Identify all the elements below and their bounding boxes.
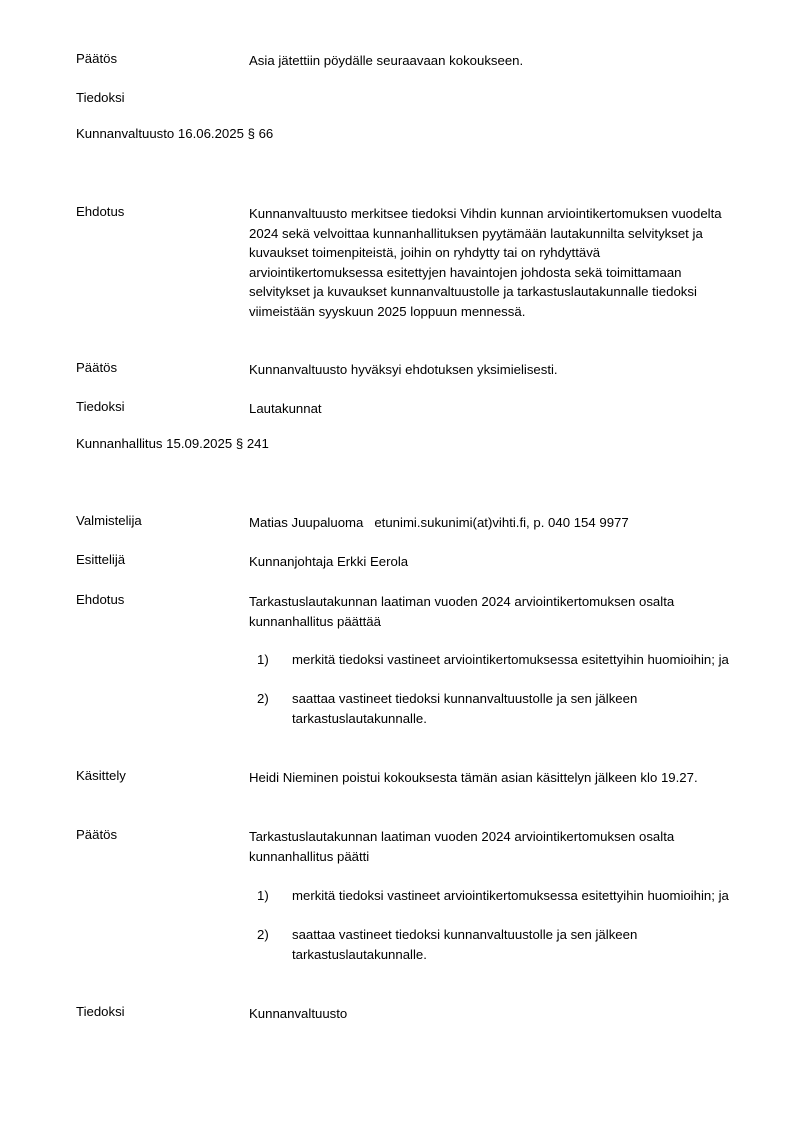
- field-label: Valmistelija: [76, 513, 142, 528]
- list-text: merkitä tiedoksi vastineet arviointikertomuksessa esitettyihin huomioihin; ja: [292, 888, 729, 903]
- list-text: saattaa vastineet tiedoksi kunnanvaltuustolle ja sen jälkeen tarkastuslautakunnalle.: [292, 691, 638, 726]
- field-label: Käsittely: [76, 768, 126, 783]
- list-item: [257, 925, 737, 964]
- field-label: Tiedoksi: [76, 90, 125, 105]
- field-label: Tiedoksi: [76, 399, 125, 414]
- list-item: [257, 689, 737, 728]
- list-item: [257, 886, 737, 906]
- list-number: 2): [257, 927, 269, 942]
- ehdotus-list: [249, 650, 737, 728]
- list-number: 2): [257, 691, 269, 706]
- list-number: 1): [257, 888, 269, 903]
- field-value: Tarkastuslautakunnan laatiman vuoden 2024 arviointikertomuksen osalta kunnanhallitus päättää: [249, 594, 675, 629]
- field-value: Matias Juupaluoma etunimi.sukunimi(at)vihti.fi, p. 040 154 9977: [249, 515, 629, 530]
- list-text: saattaa vastineet tiedoksi kunnanvaltuustolle ja sen jälkeen tarkastuslautakunnalle.: [292, 927, 638, 962]
- field-label: Esittelijä: [76, 552, 126, 567]
- field-label: Ehdotus: [76, 204, 125, 219]
- field-label: Päätös: [76, 360, 118, 375]
- field-value: Kunnanjohtaja Erkki Eerola: [249, 554, 409, 569]
- field-value: Tarkastuslautakunnan laatiman vuoden 2024 arviointikertomuksen osalta kunnanhallitus päätti: [249, 829, 675, 864]
- field-value: Asia jätettiin pöydälle seuraavaan kokoukseen.: [249, 53, 524, 68]
- field-value: Lautakunnat: [249, 401, 322, 416]
- field-value: Kunnanvaltuusto hyväksyi ehdotuksen yksimielisesti.: [249, 362, 558, 377]
- list-item: [257, 650, 737, 670]
- field-value: Kunnanvaltuusto: [249, 1006, 348, 1021]
- field-label: Ehdotus: [76, 592, 125, 607]
- list-text: merkitä tiedoksi vastineet arviointikertomuksessa esitettyihin huomioihin; ja: [292, 652, 729, 667]
- list-number: 1): [257, 652, 269, 667]
- field-label: Päätös: [76, 51, 118, 66]
- paatos-list: [249, 886, 737, 964]
- field-label: Tiedoksi: [76, 1004, 125, 1019]
- field-label: Päätös: [76, 827, 118, 842]
- section-heading-kunnanhallitus: Kunnanhallitus 15.09.2025 § 241: [76, 436, 269, 451]
- field-value: Kunnanvaltuusto merkitsee tiedoksi Vihdin kunnan arviointikertomuksen vuodelta 2024 sekä velvoittaa kunnanhallituksen pyytämään lautakunnilta selvitykset ja kuvaukset toimenpiteistä, joihin on ryhdytty tai on ryhdyttävä arviointikertomuksessa esitettyjen havaintojen johdosta sekä toimittamaan selvitykset ja kuvaukset kunnanvaltuustolle ja tarkastuslautakunnalle tiedoksi viimeistään syyskuun 2025 loppuun mennessä.: [249, 206, 722, 319]
- field-value: Heidi Nieminen poistui kokouksesta tämän asian käsittelyn jälkeen klo 19.27.: [249, 770, 698, 785]
- section-heading-kunnanvaltuusto: Kunnanvaltuusto 16.06.2025 § 66: [76, 126, 274, 141]
